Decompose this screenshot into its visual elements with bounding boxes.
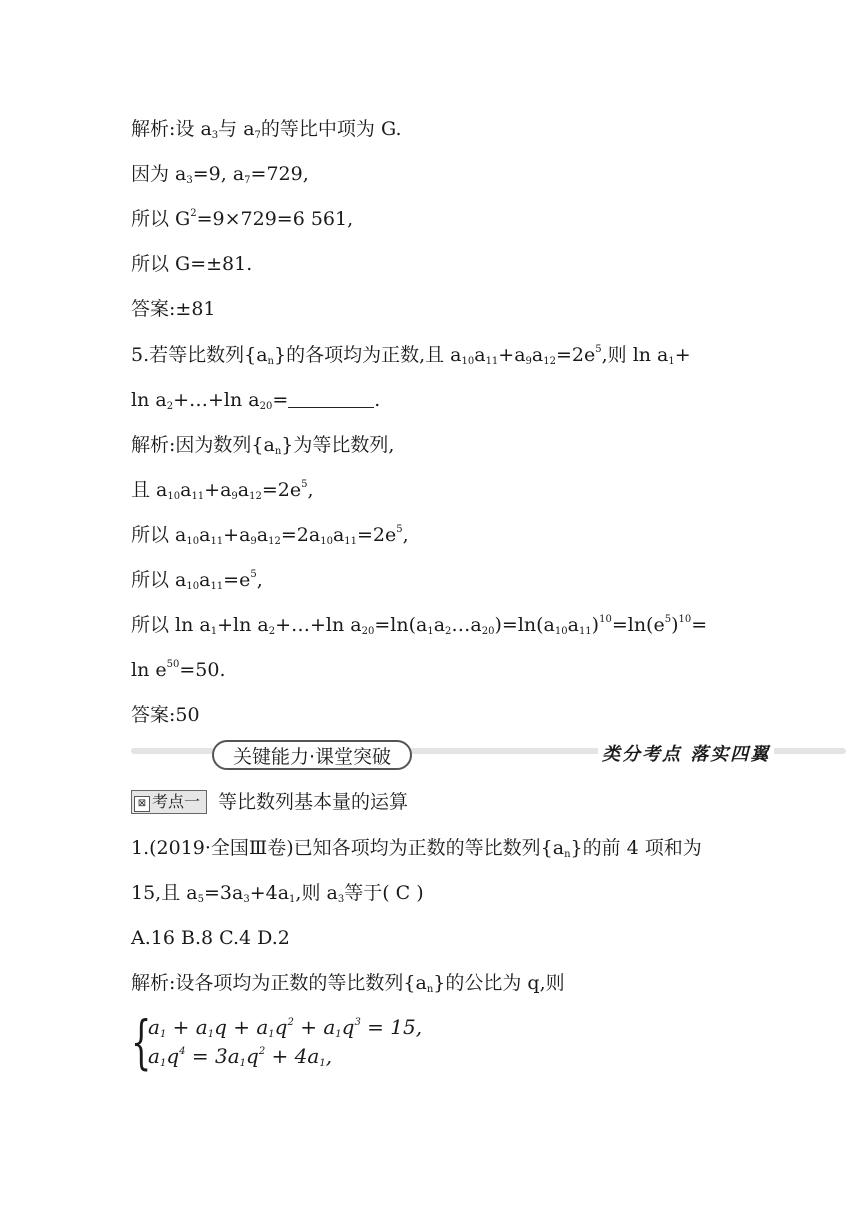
topic-icon: ⊠	[134, 796, 150, 812]
solution-5-line-2: 且 $a_{10}a_{11}+a_9a_{12}=2e^5$,	[131, 479, 314, 502]
solution-5-line-1: 解析:因为数列$\{a_n\}$为等比数列,	[131, 434, 395, 457]
section-banner-title: 关键能力·课堂突破	[212, 740, 412, 770]
solution-line-2: 因为 $a_3=9$, $a_7=729$,	[131, 163, 309, 186]
question-5-line-2: $\ln a_2+\dots+\ln$ $a_{20}=$ .	[131, 389, 381, 412]
question-5-line-1: 5.若等比数列$\{a_n\}$的各项均为正数,且 $a_{10}a_{11}+a_9a_{12}=2e^5$,则 $\ln a_1+$	[131, 344, 691, 367]
problem-1-options: A.16 B.8 C.4 D.2	[131, 927, 290, 949]
equation-brace: {	[131, 1008, 152, 1076]
answer-blank	[288, 389, 374, 408]
equation-1: $a_1 + a_1q + a_1q^2 + a_1q^3 = 15$,	[148, 1015, 423, 1040]
topic-tag: ⊠ 考点一	[131, 790, 207, 814]
solution-line-1: 解析:设 $a_3$与 $a_7$的等比中项为 G.	[131, 118, 402, 141]
solution-5-line-3: 所以 $a_{10}a_{11}+a_9a_{12}=2a_{10}a_{11}=2e^5$,	[131, 524, 409, 547]
solution-5-line-5: 所以 $\ln a_1+\ln$ $a_2+\dots+\ln$ $a_{20}=\ln(a_1a_2\dots a_{20})=\ln(a_{10}a_{11})^{10}=\ln(e^5)^{10}=$	[131, 614, 708, 637]
section-banner-slogan: 类分考点 落实四翼	[598, 740, 774, 766]
topic-title: 等比数列基本量的运算	[218, 791, 409, 813]
solution-5-line-4: 所以 $a_{10}a_{11}=e^5$,	[131, 569, 263, 592]
answer-line-2: 答案:50	[131, 704, 200, 726]
problem-1-solution: 解析:设各项均为正数的等比数列$\{a_n\}$的公比为 q,则	[131, 972, 565, 995]
solution-line-4: 所以 G=±81.	[131, 253, 253, 275]
solution-line-3: 所以 $G^2=9\times 729=6$ 561,	[131, 208, 354, 230]
equation-2: $a_1q^4 = 3a_1q^2 + 4a_1$,	[148, 1044, 333, 1069]
problem-1-line-1: 1.(2019·全国Ⅲ卷)已知各项均为正数的等比数列$\{a_n\}$的前 4 项和为	[131, 837, 702, 860]
solution-5-line-6: $\ln e^{50}=50$.	[131, 659, 226, 681]
answer-line-1: 答案:±81	[131, 298, 216, 320]
problem-1-line-2: 15,且 $a_5=3a_3+4a_1$,则 $a_3$等于( C )	[131, 882, 424, 905]
